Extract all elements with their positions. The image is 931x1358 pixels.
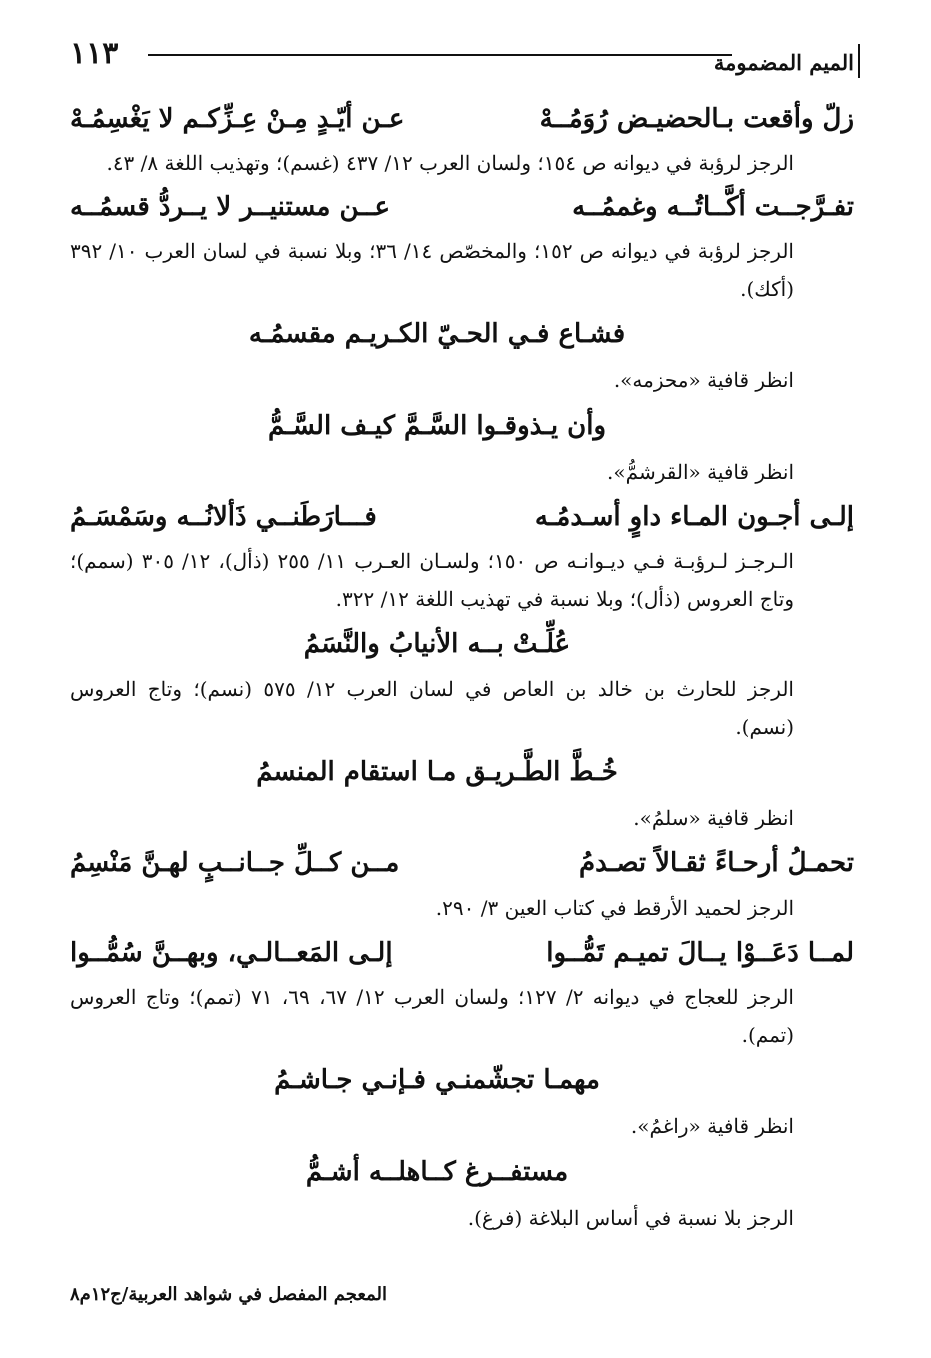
rhyme-reference: انظر قافية «راغمُ». [630, 1114, 794, 1138]
verse-centered: مستفــرغ كــاهلــه أشـمُّ [305, 1157, 569, 1187]
section-title: الميم المضمومة [713, 50, 854, 75]
header-side-rule [858, 44, 860, 78]
page-header [70, 36, 860, 76]
rhyme-reference: انظر قافية «محزمه». [613, 368, 794, 392]
verse-first-hemistich: إلـى أجـون المـاء داوٍ أسـدمُـه [534, 502, 854, 532]
rhyme-reference: الرجز بلا نسبة في أساس البلاغة (فرغ). [467, 1206, 794, 1230]
verse-line [70, 928, 854, 978]
verse-centered: خُـطَّ الطَّـريـق مـا استقام المنسمُ [256, 757, 618, 787]
verse-line [70, 838, 854, 888]
verse-first-hemistich: تحمـلُ أرحـاءً ثقـالاً تصـدمُ [578, 848, 854, 878]
page-number: ١١٣ [70, 36, 119, 71]
verse-centered: مهمـا تجشّمنـي فـإنـي جـاشـمُ [274, 1065, 600, 1095]
citation-note: الرجز لرؤبة في ديوانه ص ١٥٢؛ والمخصّص ١٤/ ٣٦؛ وبلا نسبة في لسان العرب ١٠/ ٣٩٢ (أكك). [70, 239, 794, 301]
rhyme-reference: انظر قافية «سلمُ». [633, 806, 794, 830]
rhyme-reference: الرجز لحميد الأرقط في كتاب العين ٣/ ٢٩٠. [435, 896, 794, 920]
citation-note: الرجز لرؤبة في ديوانه ص ١٥٤؛ ولسان العرب ١٢/ ٤٣٧ (غسم)؛ وتهذيب اللغة ٨/ ٤٣. [106, 151, 794, 175]
verse-first-hemistich: تفـرَّجــت أكَّــاتُــه وغممُــه [572, 192, 854, 222]
verse-line [70, 182, 854, 232]
verse-centered: فشـاع فـي الحـيّ الكـريـم مقسمُـه [248, 319, 626, 349]
verse-centered: وأن يـذوقـوا السَّـمَّ كيـف السَّـمُّ [267, 411, 607, 441]
verse-second-hemistich: عـن أيّـدٍ مِـنْ عِـزِّكـم لا يَغْسِمُـهْ [70, 104, 405, 134]
rhyme-reference: انظر قافية «القرشمُّ». [607, 460, 794, 484]
verse-second-hemistich: فـــارَطَنــي ذَألانُــه وسَمْسَـمُ [70, 502, 377, 532]
verse-second-hemistich: مــن كــلِّ جــانــبٍ لهـنَّ مَنْسِمُ [70, 848, 400, 878]
verse-first-hemistich: لمــا دَعَــوْا يــالَ تميـم تَمُّــوا [546, 938, 854, 968]
page-content [70, 94, 854, 1238]
page-footer: المعجم المفصل في شواهد العربية/ج١٢م٨ [70, 1284, 387, 1305]
verse-line [70, 94, 854, 144]
header-rule [148, 54, 732, 56]
verse-centered: عُلِّـتْ بــه الأنيابُ والنَّسَمُ [303, 629, 571, 659]
citation-note: الـرجـز لـرؤبـة فـي ديـوانـه ص ١٥٠؛ ولسـان العـرب ١١/ ٢٥٥ (ذأل)، ١٢/ ٣٠٥ (سمم)؛ وتاج العروس (ذأل)؛ وبلا نسبة في تهذيب اللغة ١٢/ ٣٢٢. [70, 549, 794, 611]
citation-note: الرجز للحارث بن خالد بن العاص في لسان العرب ١٢/ ٥٧٥ (نسم)؛ وتاج العروس (نسم). [70, 677, 794, 739]
verse-line [70, 492, 854, 542]
citation-note: الرجز للعجاج في ديوانه ٢/ ١٢٧؛ ولسان العرب ١٢/ ٦٧، ٦٩، ٧١ (تمم)؛ وتاج العروس (تمم). [70, 985, 794, 1047]
verse-second-hemistich: إلـى المَعــالـي، وبهــنَّ سُمُّــوا [70, 938, 393, 968]
verse-second-hemistich: عــن مستنيــر لا يــردُّ قسمُــه [70, 192, 391, 222]
verse-first-hemistich: زلّ وأقعت بـالحضيـض رُوَمُــهْ [539, 104, 854, 134]
